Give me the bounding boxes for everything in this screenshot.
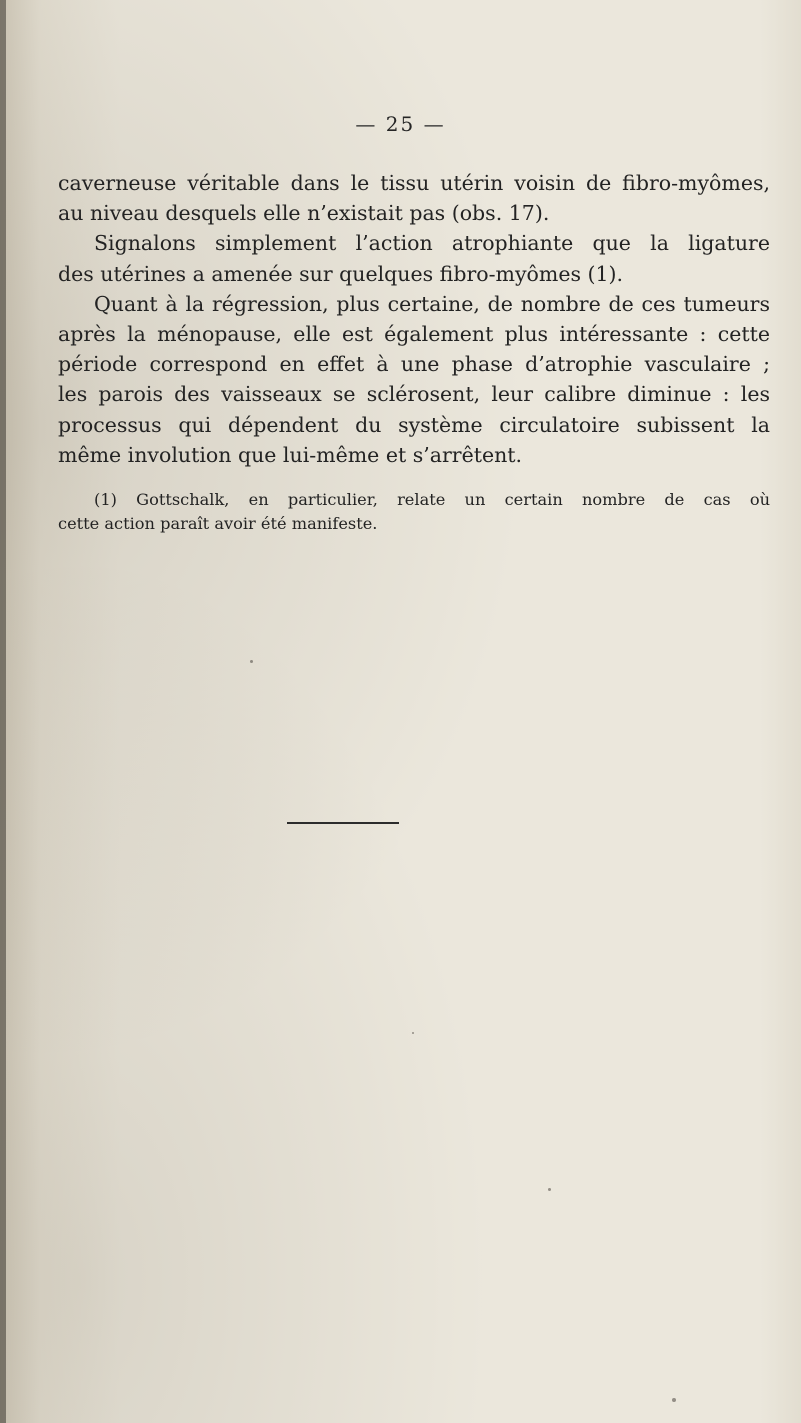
page-number: — 25 — <box>355 112 446 136</box>
body-line: période correspond en effet à une phase d’atrophie vasculaire ; <box>58 352 770 377</box>
body-line: les parois des vaisseaux se sclérosent, leur calibre diminue : les <box>58 382 770 407</box>
footnote <box>58 488 770 535</box>
ink-speck <box>672 1398 676 1402</box>
ink-speck <box>412 1032 414 1034</box>
body-line: après la ménopause, elle est également plus intéressante : cette <box>58 322 770 347</box>
footnote-line: (1) Gottschalk, en particulier, relate un certain nombre de cas où <box>94 490 770 509</box>
body-line: Signalons simplement l’action atrophiante que la ligature <box>94 231 770 256</box>
body-line: même involution que lui-même et s’arrêtent. <box>58 442 523 467</box>
body-line: Quant à la régression, plus certaine, de nombre de ces tumeurs <box>94 291 770 316</box>
horizontal-rule <box>287 822 399 824</box>
page-binding-shadow <box>0 0 6 1423</box>
ink-speck <box>250 660 253 663</box>
body-line: caverneuse véritable dans le tissu utérin voisin de fibro-myômes, <box>58 171 770 195</box>
ink-speck <box>548 1188 551 1191</box>
body-line: des utérines a amenée sur quelques fibro-myômes (1). <box>58 261 624 286</box>
body-line: au niveau desquels elle n’existait pas (obs. 17). <box>58 201 550 226</box>
body-text <box>58 168 770 470</box>
body-line: processus qui dépendent du système circulatoire subissent la <box>58 412 770 437</box>
footnote-line: cette action paraît avoir été manifeste. <box>58 513 378 533</box>
